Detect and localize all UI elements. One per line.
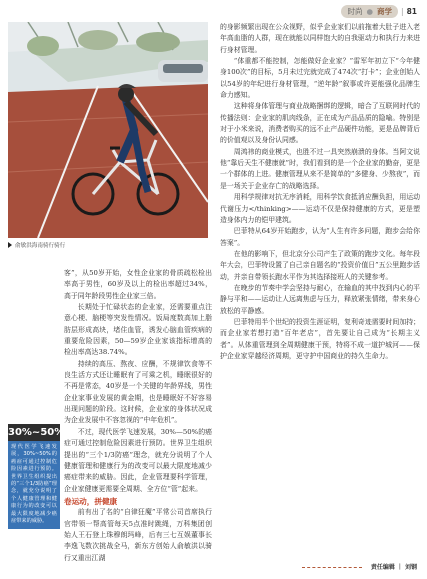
right-paragraph-2: “体重都不能控制，怎能做好企业家？”雷军年初立下“今年健身100次”的目标，5月未过完就完成了474次“打卡”；企业创始人以54岁的年纪进行身材管理，“逆年龄”叙事或许更能强化品牌生命力感知。 [220, 57, 420, 100]
right-paragraph-3: 这种将身体管理与商业战略捆绑的逻辑，暗合了互联网时代的传播法则：企业家的肌肉线条，正在成为产品品质的隐喻。特别是对于小米来说，消费者购买的远不止产品硬件功能，更是品牌背后的价值观以及身份认同感。 [220, 102, 420, 145]
caption-text: 俞敏洪海南骑行骑行 [15, 243, 66, 249]
page-number: 81 [406, 6, 417, 16]
article-right-column [220, 22, 420, 362]
left-paragraph-3: 持续的高压、熬夜、应酬，不规律饮食等不良生活方式还让睡眠有了可乘之机，睡眠很好的不再是常态，40岁是一个关键的年龄界线，男性企业家事业发展的黄金期，也是睡眠好不好容易出现问题的阶段。这时候，企业家的身体状况成为企业发展中不容忽视的“中年危机”。 [64, 359, 212, 425]
section-subheading: 卷运动，拼健康 [64, 496, 118, 506]
header-divider: | [401, 6, 404, 16]
page-header [341, 4, 417, 18]
right-paragraph-4: 周鸿祎的商业模式，也胜不过一具突然崩溃的身体。当阿文说他“靠后天生不健康就”时，我们看到的是一个企业家的勤奋，更是一个群体的上进。健康管理从来不是简单的“多健身、少熬夜”，而是一场关于企业存亡的战略选择。 [220, 147, 420, 190]
left-paragraph-1: 客”，从50岁开始，女性企业家的骨质疏松检出率高于男性，60岁及以上的检出率超过34%，高于同年龄段男性企业家三倍。 [64, 269, 212, 300]
right-paragraph-6: 巴菲特从64岁开始跑步，认为“人生有许多问题，跑步会给你答案”。 [220, 227, 420, 247]
photo-caption [8, 241, 208, 249]
right-paragraph-9: 巴菲特用半个世纪的投资生涯证明，复利奇迹需要时间加持；而企业家若想打造“百年老店”，首先要让自己成为“长期主义者”。从体重管理到全周期健康干预，特将不成一道护城河——保护企业家穿越经济周期，更守护中国商业的持久生命力。 [220, 317, 420, 360]
cyclist-photo [8, 22, 208, 238]
header-section: 商学 [377, 6, 393, 16]
left-paragraph-5: 前有出了名的“自律狂魔”平常公司首席执行官带领一帮高管每天5点准时跳绳，万科集团创始人王石登上珠穆朗玛峰，后有三七互娱董事长李逸飞数次挑战全马，新东方创始人俞敏洪以骑行又重出江湖 [64, 508, 212, 562]
article-left-column [64, 268, 212, 564]
header-separator-dot: ● [366, 6, 374, 16]
left-paragraph-2: 长期处于忙碌状态的企业家，还需要重点注意心梗、脑梗等突发性情况。饭局度数高加上脂肪层形成高块，堵住血管，诱发心脑血管疾病的重要危险因素，50—59岁企业家该指标增高的检出率高达38.74%。 [64, 303, 212, 357]
stat-description: 现代医学飞速发展，30%~50%的癌症可通过控制危险因素进行预防。世界卫生组织提出的“三个1/3防癌”理念，就充分说明了个人健康管理和健康行为的改变可以最大限度地减少癌症带来的威胁。 [8, 441, 60, 529]
right-paragraph-8: 在晚步的节奏中学会坚持与耐心，在输血的其中找到内心的平静与平和——运动让人远离焦虑与压力，释放紧张情绪，带来身心放松的平静感。 [220, 283, 420, 315]
header-pill [341, 5, 398, 18]
cyclist-photo-illustration [8, 22, 208, 238]
stat-callout [8, 424, 65, 525]
right-paragraph-1: 的身影频繁出现在公众视野，似乎企业家们以前拖着大肚子进入老年高血脂的人群，现在就能以同样饱大的自我驱动力和执行力来进行身材管理。 [220, 23, 420, 54]
header-brand: 时尚 [347, 6, 363, 16]
right-paragraph-7: 在他的影响下，但北京分公司产生了政策的跑步文化。每年段年大会，巴菲特设置了自己亲自题名的“投资价值日”五公里跑步活动，并亲自带领长跑水平作为其选择接班人的关键参考。 [220, 249, 420, 281]
footer-divider [302, 567, 362, 568]
caption-triangle-icon [8, 242, 12, 248]
editor-credit: 责任编辑 ｜ 刘钢 [370, 564, 417, 571]
right-paragraph-5: 用科学规律对抗无序消耗，用科学饮食抵消应酬负担，用运动代谢压力</thinking>——运动不仅是保持健康的方式，更是塑造身体内力的铠甲建筑。 [220, 193, 420, 224]
stat-number: 30%~50% [8, 424, 60, 441]
left-paragraph-4: 不过，现代医学飞速发展，30%—50%的癌症可通过控制危险因素进行预防。世界卫生组织提出的“三个1/3防癌”理念，就充分说明了个人健康管理和健康行为的改变可以最大限度地减少癌症带来的威胁。因此，企业管理要科学管理，企业家健康更需要全周期、全方位“管”起来。 [64, 427, 212, 493]
